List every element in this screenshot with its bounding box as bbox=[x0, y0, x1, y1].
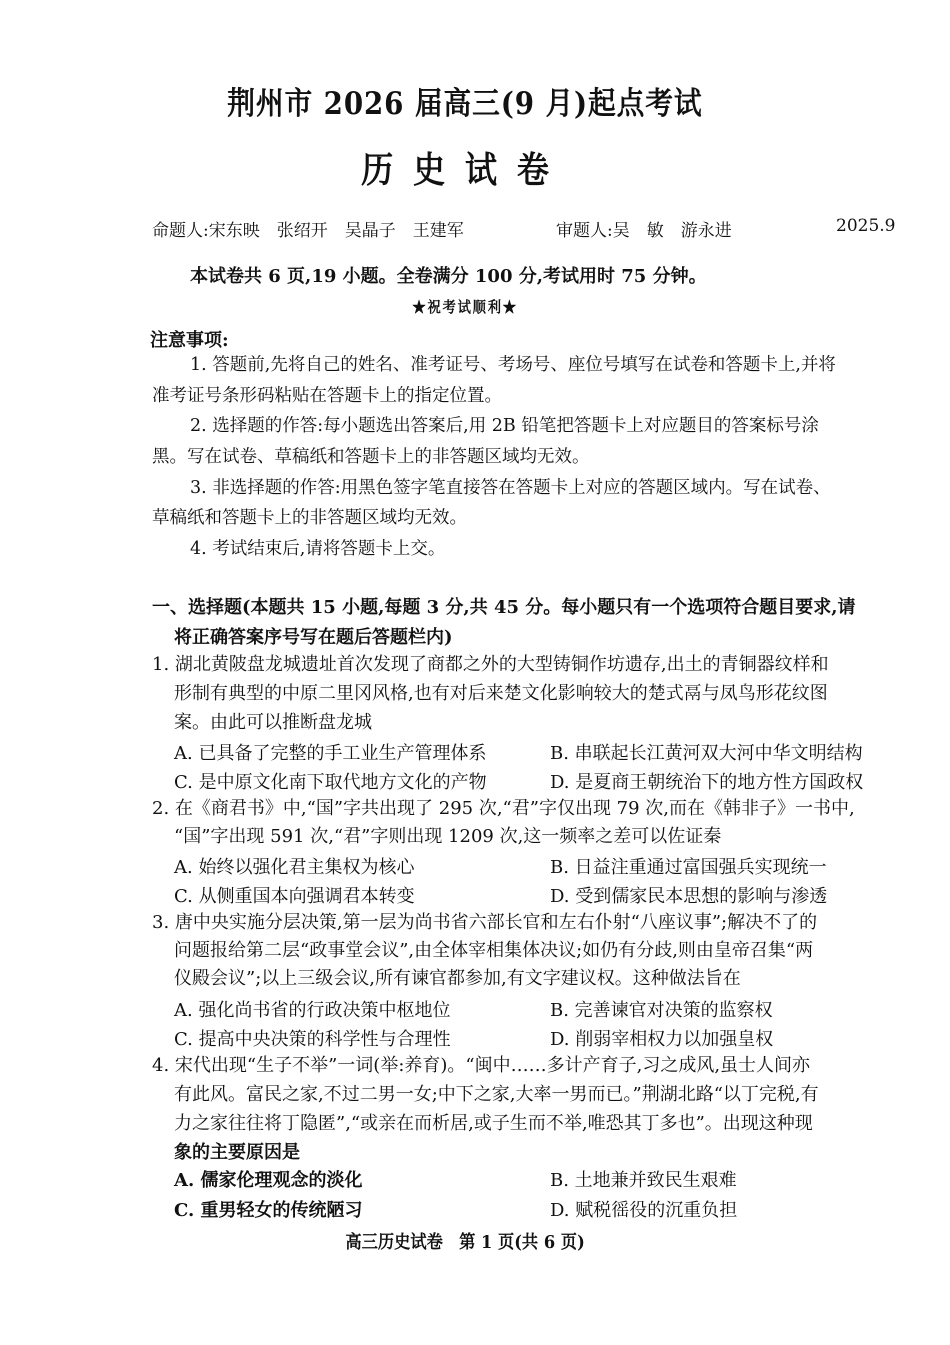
notice-heading: 注意事项: bbox=[150, 330, 229, 351]
notice-item-1-line-2: 准考证号条形码粘贴在答题卡上的指定位置。 bbox=[152, 386, 502, 406]
q4-option-b: B. 土地兼并致民生艰难 bbox=[550, 1170, 737, 1191]
section-heading-line-2: 将正确答案序号写在题后答题栏内) bbox=[174, 627, 453, 648]
q3-stem-line-1: 3. 唐中央实施分层决策,第一层为尚书省六部长官和左右仆射“八座议事”;解决不了的 bbox=[152, 912, 818, 933]
notice-item-1-line-1: 1. 答题前,先将自己的姓名、准考证号、考场号、座位号填写在试卷和答题卡上,并将 bbox=[190, 355, 836, 375]
exam-date: 2025.9 bbox=[836, 216, 896, 236]
q1-option-b: B. 串联起长江黄河双大河中华文明结构 bbox=[550, 743, 863, 764]
reviewers-line: 审题人:吴 敏 游永进 bbox=[556, 221, 732, 241]
q2-option-c: C. 从侧重国本向强调君本转变 bbox=[174, 886, 415, 907]
q3-option-d: D. 削弱宰相权力以加强皇权 bbox=[550, 1029, 774, 1050]
exam-info: 本试卷共 6 页,19 小题。全卷满分 100 分,考试用时 75 分钟。 bbox=[190, 266, 707, 287]
good-luck-banner: ★祝考试顺利★ bbox=[412, 298, 518, 316]
q1-stem-line-3: 案。由此可以推断盘龙城 bbox=[174, 712, 372, 733]
notice-item-2-line-1: 2. 选择题的作答:每小题选出答案后,用 2B 铅笔把答题卡上对应题目的答案标号涂 bbox=[190, 416, 819, 436]
q3-option-b: B. 完善谏官对决策的监察权 bbox=[550, 1000, 773, 1021]
q4-stem-line-2: 有此风。富民之家,不过二男一女;中下之家,大率一男而已。”荆湖北路“以丁完税,有 bbox=[174, 1084, 819, 1105]
q1-option-c: C. 是中原文化南下取代地方文化的产物 bbox=[174, 772, 487, 793]
q2-option-b: B. 日益注重通过富国强兵实现统一 bbox=[550, 857, 827, 878]
q1-stem-line-2: 形制有典型的中原二里冈风格,也有对后来楚文化影响较大的楚式鬲与凤鸟形花纹图 bbox=[174, 683, 828, 704]
notice-item-3-line-1: 3. 非选择题的作答:用黑色签字笔直接答在答题卡上对应的答题区域内。写在试卷、 bbox=[190, 478, 831, 498]
exam-title: 荆州市 2026 届高三(9 月)起点考试 bbox=[227, 86, 703, 122]
q4-stem-line-1: 4. 宋代出现“生子不举”一词(举:养育)。“闽中……多计产育子,习之成风,虽士人间亦 bbox=[152, 1055, 811, 1076]
q1-option-a: A. 已具备了完整的手工业生产管理体系 bbox=[174, 743, 487, 764]
q2-stem-line-1: 2. 在《商君书》中,“国”字共出现了 295 次,“君”字仅出现 79 次,而在《韩非子》一书中, bbox=[152, 798, 855, 819]
q2-option-d: D. 受到儒家民本思想的影响与渗透 bbox=[550, 886, 828, 907]
notice-item-4: 4. 考试结束后,请将答题卡上交。 bbox=[190, 539, 446, 559]
q2-stem-line-2: “国”字出现 591 次,“君”字则出现 1209 次,这一频率之差可以佐证秦 bbox=[174, 826, 722, 847]
q3-stem-line-3: 仪殿会议”;以上三级会议,所有谏官都参加,有文字建议权。这种做法旨在 bbox=[174, 968, 741, 989]
q4-option-c: C. 重男轻女的传统陋习 bbox=[174, 1200, 363, 1221]
subject-title: 历史试卷 bbox=[361, 149, 569, 191]
q1-stem-line-1: 1. 湖北黄陂盘龙城遗址首次发现了商都之外的大型铸铜作坊遗存,出土的青铜器纹样和 bbox=[152, 654, 829, 675]
q3-option-c: C. 提高中央决策的科学性与合理性 bbox=[174, 1029, 451, 1050]
q4-stem-line-3: 力之家往往将丁隐匿”,“或亲在而析居,或子生而不举,唯恐其丁多也”。出现这种现 bbox=[174, 1113, 813, 1134]
authors-line: 命题人:宋东映 张绍开 吴晶子 王建军 bbox=[152, 221, 464, 241]
notice-item-2-line-2: 黑。写在试卷、草稿纸和答题卡上的非答题区域均无效。 bbox=[152, 447, 590, 467]
q3-stem-line-2: 问题报给第二层“政事堂会议”,由全体宰相集体决议;如仍有分歧,则由皇帝召集“两 bbox=[174, 940, 814, 961]
section-heading-line-1: 一、选择题(本题共 15 小题,每题 3 分,共 45 分。每小题只有一个选项符合题目要求,请 bbox=[152, 597, 856, 618]
notice-item-3-line-2: 草稿纸和答题卡上的非答题区域均无效。 bbox=[152, 508, 467, 528]
q1-option-d: D. 是夏商王朝统治下的地方性方国政权 bbox=[550, 772, 864, 793]
q4-option-a: A. 儒家伦理观念的淡化 bbox=[174, 1170, 363, 1191]
q2-option-a: A. 始终以强化君主集权为核心 bbox=[174, 857, 415, 878]
q3-option-a: A. 强化尚书省的行政决策中枢地位 bbox=[174, 1000, 451, 1021]
q4-stem-line-4: 象的主要原因是 bbox=[174, 1142, 300, 1163]
page-footer: 高三历史试卷 第 1 页(共 6 页) bbox=[345, 1232, 585, 1253]
q4-option-d: D. 赋税徭役的沉重负担 bbox=[550, 1200, 738, 1221]
